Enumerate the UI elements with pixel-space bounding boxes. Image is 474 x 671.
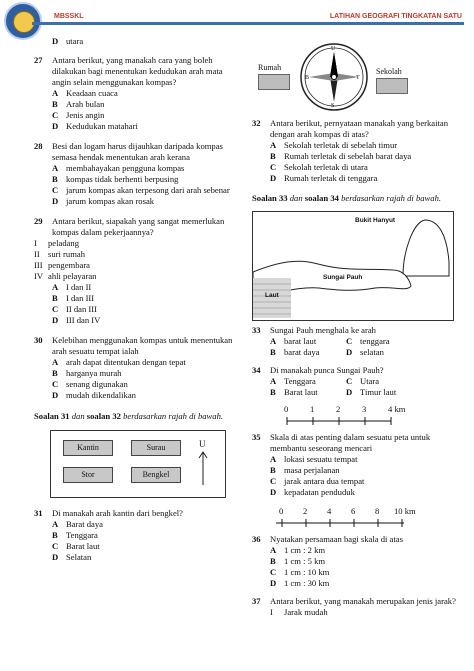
school-logo-icon	[4, 2, 42, 40]
scale1-tick-4: 4 km	[388, 404, 406, 414]
left-column: D utara 27 Antara berikut, yang manakah cara yang boleh dilakukan bagi menentukan kedudukan arah mata angin selain menggunakan kompas? A Keadaan cuaca B Arah bulan C Jenis angin D Kedudukan matahari 28 Besi dan logam harus dijauhkan daripada kompas semasa hendak menentukan arah kerana A membahayakan pengguna kompas B kompas tidak berhenti berpusing C jarum kompas akan terpesong dari arah sebenar D jarum kompas akan rosak 29 Antara berikut, siapakah yang sangat memerlukan kompas dalam pekerjaannya? I peladang II suri rumah III pengembara IV ahli pelayaran A I dan II B I dan III C II dan III D III dan IV 30 Kelebihan menggunakan kompas untuk menentukan arah sesuatu tempat ialah A arah dapat ditentukan dengan tepat B harganya murah C senang digunakan D mudah dikendalikan Soalan 31 dan soalan 32 berdasarkan rajah di bawah. Kantin Surau Stor Bengkel U 31 Di manakah arah kantin dari bengkel? A Barat daya B Tenggara C Barat laut D Selatan	[34, 36, 233, 562]
north-arrow-icon	[197, 449, 209, 487]
section-note-31-32: Soalan 31 dan soalan 32 berdasarkan rajah di bawah.	[34, 411, 224, 421]
question-31: 31 Di manakah arah kantin dari bengkel?	[34, 508, 184, 518]
scale1-line-svg	[286, 416, 396, 426]
compass-right-label: Sekolah	[376, 67, 402, 76]
header-school: MBSSKL	[54, 13, 84, 20]
compass-figure	[252, 36, 452, 118]
question-29: 29 Antara berikut, siapakah yang sangat memerlukan kompas dalam pekerjaannya?	[34, 216, 225, 237]
scale2-tick-3: 6	[351, 506, 356, 516]
scale2-tick-5: 10 km	[394, 506, 416, 516]
north-label: U	[199, 439, 206, 449]
river-map-svg	[253, 212, 453, 320]
q26-option-d: D utara	[52, 36, 84, 46]
question-37: 37 Antara berikut, yang manakah merupakan jenis jarak?	[252, 596, 456, 606]
page-header	[0, 0, 474, 40]
compass-s: S	[331, 103, 335, 109]
river-label: Sungai Pauh	[323, 274, 363, 281]
right-column: Rumah Sekolah U S T B 32 Antara berikut, pernyataan manakah yang berkaitan dengan arah kompas di atas? A Sekolah terletak di sebelah timur B Rumah terletak di sebelah barat daya C Sekolah terletak di utara D Rumah terletak di tenggara Soalan 33 dan soalan 34 berdasarkan rajah di bawah. Bukit Hanyut Sungai Pauh Laut 33 Sungai Pauh menghala ke arah A barat laut C tenggara B barat daya D selatan 34 Di manakah punca Sungai Pauh? A Tenggara C Utara B Barat laut D Timur laut 0 1 2 3 4 km 35 Skala di atas penting dalam sesuatu peta untuk membantu seseorang mencari A lokasi sesuatu tempat B masa perjalanan C jarak antara dua tempat D kepadatan penduduk 0 2 4 6 8 10 km 36 Nyatakan persamaan bagi skala di atas A 1 cm : 2 km B 1 cm : 5 km C 1 cm : 10 km D 1 cm : 30 km 37 Antara berikut, yang manakah merupakan jenis jarak? I Jarak mudah	[252, 36, 462, 618]
scale1-tick-3: 3	[362, 404, 367, 414]
scale2-tick-2: 4	[327, 506, 332, 516]
question-33: 33 Sungai Pauh menghala ke arah	[252, 325, 376, 335]
compass-n: U	[331, 46, 336, 52]
scale2-tick-0: 0	[279, 506, 284, 516]
scale1-tick-1: 1	[310, 404, 315, 414]
building-map-figure	[50, 430, 226, 498]
scale-bar-2	[274, 506, 434, 532]
question-34: 34 Di manakah punca Sungai Pauh?	[252, 365, 384, 375]
question-27: 27 Antara berikut, yang manakah cara yang boleh dilakukan bagi menentukan kedudukan arah mata angin selain menggunakan kompas?	[34, 55, 223, 87]
question-32: 32 Antara berikut, pernyataan manakah yang berkaitan dengan arah kompas di atas?	[252, 118, 449, 139]
question-35: 35 Skala di atas penting dalam sesuatu peta untuk membantu seseorang mencari	[252, 432, 431, 453]
rumah-box	[258, 74, 290, 90]
scale2-tick-1: 2	[303, 506, 308, 516]
question-30: 30 Kelebihan menggunakan kompas untuk menentukan arah sesuatu tempat ialah	[34, 335, 233, 356]
compass-w: B	[305, 75, 310, 81]
question-28: 28 Besi dan logam harus dijauhkan daripada kompas semasa hendak menentukan arah kerana	[34, 141, 223, 162]
scale2-line-svg	[274, 518, 414, 528]
building-bengkel: Bengkel	[131, 467, 181, 483]
building-stor: Stor	[63, 467, 113, 483]
building-kantin: Kantin	[63, 440, 113, 456]
hill-label: Bukit Hanyut	[355, 217, 396, 224]
header-rule	[32, 22, 464, 25]
sekolah-box	[376, 78, 408, 94]
scale-bar-1	[286, 404, 416, 430]
sea-label: Laut	[265, 292, 279, 299]
section-note-33-34: Soalan 33 dan soalan 34 berdasarkan rajah di bawah.	[252, 193, 442, 203]
header-title: LATIHAN GEOGRAFI TINGKATAN SATU	[329, 13, 462, 20]
scale1-tick-0: 0	[284, 404, 289, 414]
question-36: 36 Nyatakan persamaan bagi skala di atas	[252, 534, 403, 544]
river-map-figure	[252, 211, 454, 321]
compass-e: T	[356, 75, 360, 81]
scale2-tick-4: 8	[375, 506, 380, 516]
compass-left-label: Rumah	[258, 63, 282, 72]
building-surau: Surau	[131, 440, 181, 456]
scale1-tick-2: 2	[336, 404, 341, 414]
